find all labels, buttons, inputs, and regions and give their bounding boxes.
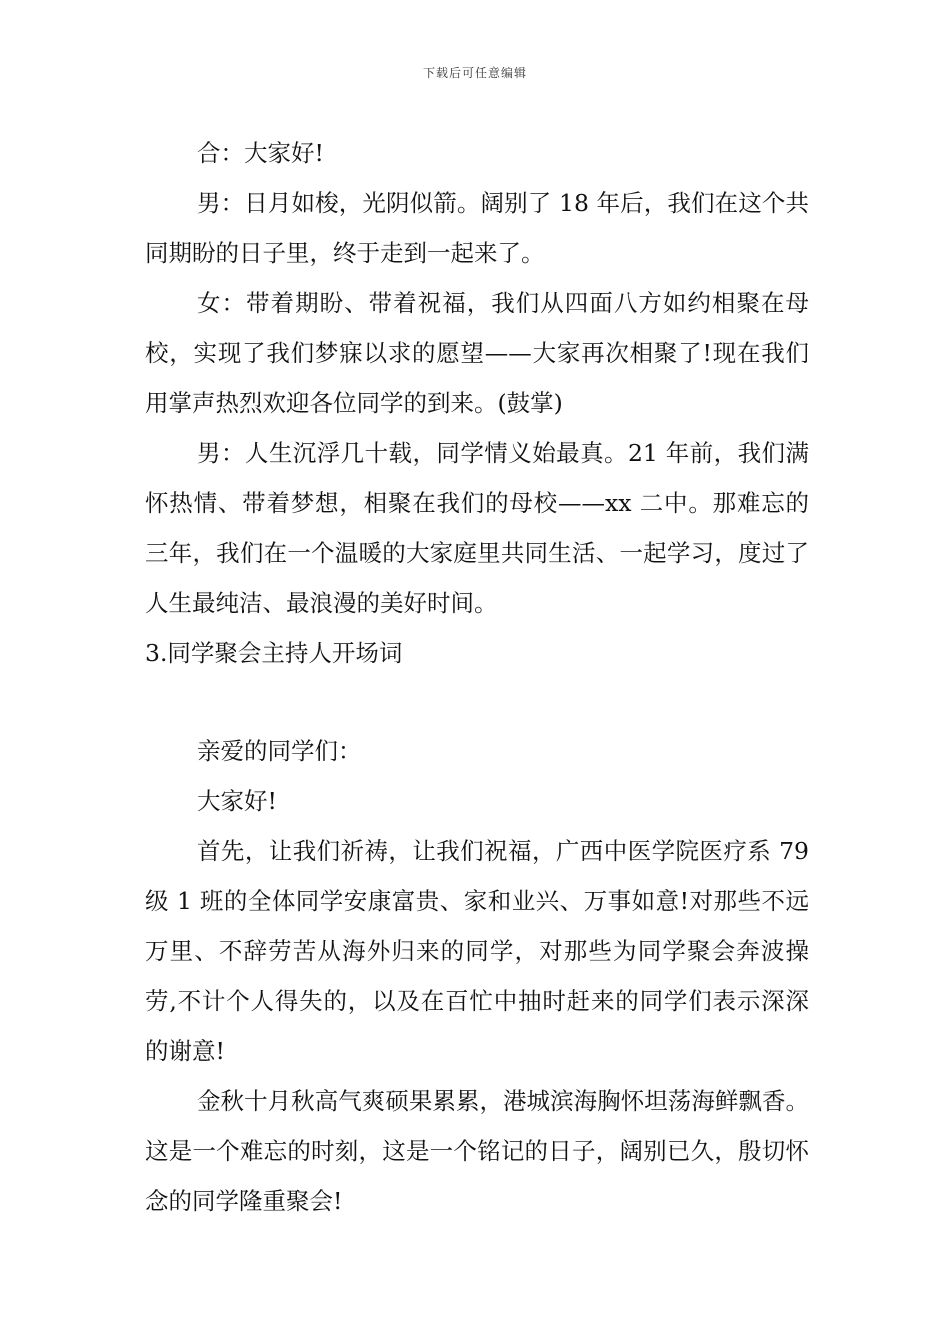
greeting-paragraph: 合：大家好! [197, 139, 324, 167]
hello-paragraph: 大家好! [197, 787, 277, 815]
autumn-paragraph: 金秋十月秋高气爽硕果累累，港城滨海胸怀坦荡海鲜飘香。这是一个难忘的时刻，这是一个铭记的日子，阔别已久，殷切怀念的同学隆重聚会! [145, 1087, 809, 1215]
section-heading: 3.同学聚会主持人开场词 [145, 639, 403, 667]
male-host-paragraph-1: 男：日月如梭，光阴似箭。阔别了 18 年后，我们在这个共同期盼的日子里，终于走到一起来了。 [145, 189, 809, 267]
blessing-paragraph: 首先，让我们祈祷，让我们祝福，广西中医学院医疗系 79 级 1 班的全体同学安康富贵、家和业兴、万事如意!对那些不远万里、不辞劳苦从海外归来的同学，对那些为同学聚会奔波操劳,不计个人得失的，以及在百忙中抽时赶来的同学们表示深深的谢意! [145, 837, 809, 1065]
page-header-note: 下载后可任意编辑 [422, 66, 527, 80]
salutation-paragraph: 亲爱的同学们： [197, 737, 362, 765]
male-host-paragraph-2: 男：人生沉浮几十载，同学情义始最真。21 年前，我们满怀热情、带着梦想，相聚在我们的母校——xx 二中。那难忘的三年，我们在一个温暖的大家庭里共同生活、一起学习，度过了人生最纯洁、最浪漫的美好时间。 [145, 439, 809, 617]
female-host-paragraph: 女：带着期盼、带着祝福，我们从四面八方如约相聚在母校，实现了我们梦寐以求的愿望——大家再次相聚了!现在我们用掌声热烈欢迎各位同学的到来。(鼓掌) [145, 289, 809, 417]
document-body [145, 128, 809, 1226]
